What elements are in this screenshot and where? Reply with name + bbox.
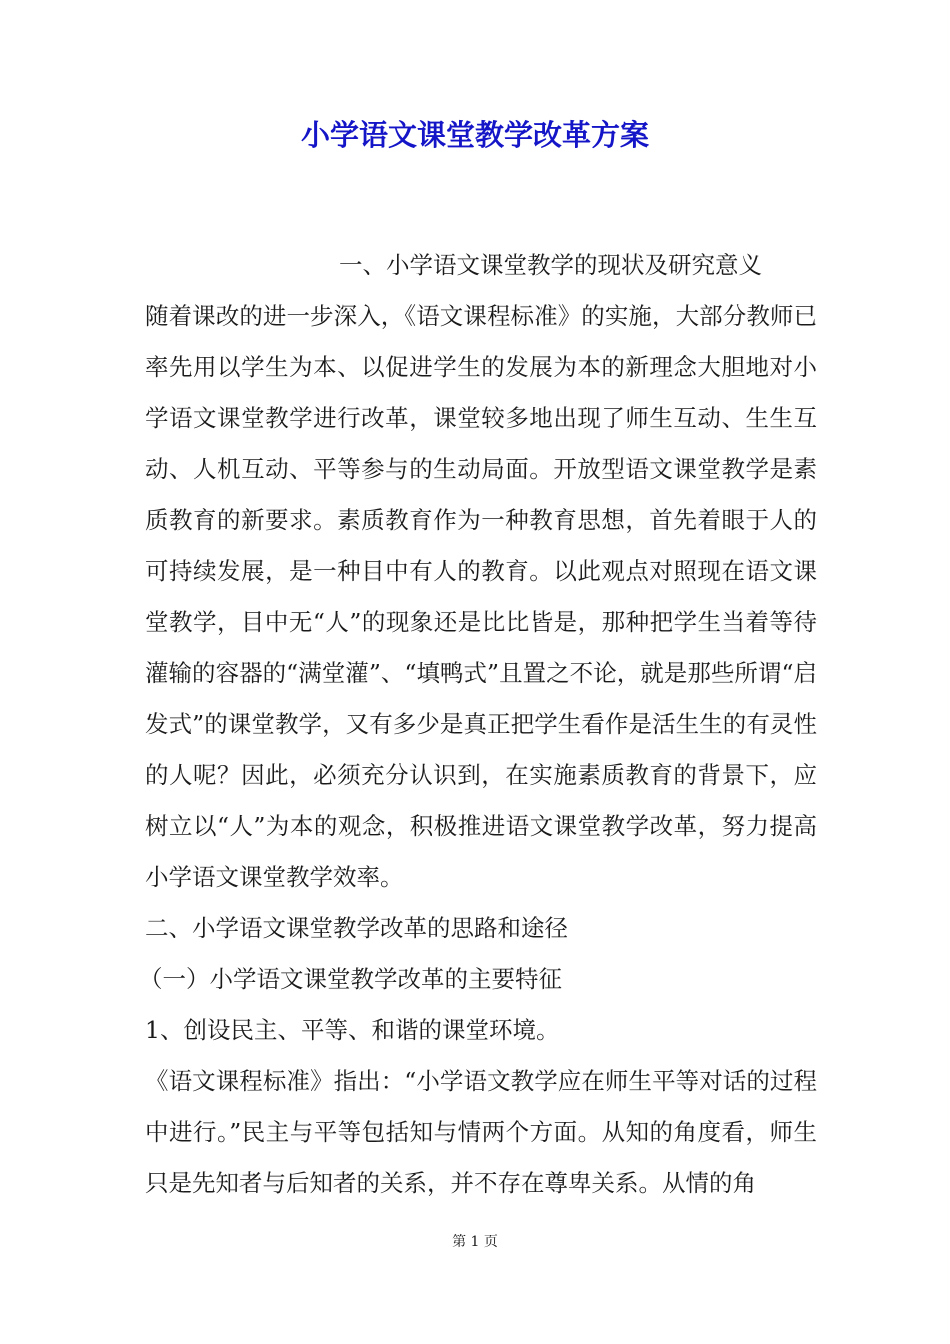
document-body bbox=[139, 240, 817, 1209]
page-number: 第 1 页 bbox=[452, 1234, 498, 1250]
section-heading: 一、小学语文课堂教学的现状及研究意义 bbox=[339, 251, 762, 279]
item-heading: 1、创设民主、平等、和谐的课堂环境。 bbox=[145, 1016, 560, 1044]
section-heading: 二、小学语文课堂教学改革的思路和途径 bbox=[145, 914, 568, 942]
subsection-heading: （一）小学语文课堂教学改革的主要特征 bbox=[139, 965, 562, 993]
paragraph: 随着课改的进一步深入，《语文课程标准》的实施，大部分教师已率先用以学生为本、以促进学生的发展为本的新理念大胆地对小学语文课堂教学进行改革，课堂较多地出现了师生互动、生生互动、人机互动、平等参与的生动局面。开放型语文课堂教学是素质教育的新要求。素质教育作为一种教育思想，首先着眼于人的可持续发展，是一种目中有人的教育。以此观点对照现在语文课堂教学，目中无“人”的现象还是比比皆是，那种把学生当着等待灌输的容器的“满堂灌”、“填鸭式”且置之不论，就是那些所谓“启发式”的课堂教学，又有多少是真正把学生看作是活生生的有灵性的人呢？因此，必须充分认识到，在实施素质教育的背景下，应树立以“人”为本的观念，积极推进语文课堂教学改革，努力提高小学语文课堂教学效率。 bbox=[145, 302, 817, 891]
paragraph: 《语文课程标准》指出：“小学语文教学应在师生平等对话的过程中进行。”民主与平等包括知与情两个方面。从知的角度看，师生只是先知者与后知者的关系，并不存在尊卑关系。从情的角 bbox=[145, 1067, 817, 1197]
document-title: 小学语文课堂教学改革方案 bbox=[300, 118, 649, 152]
